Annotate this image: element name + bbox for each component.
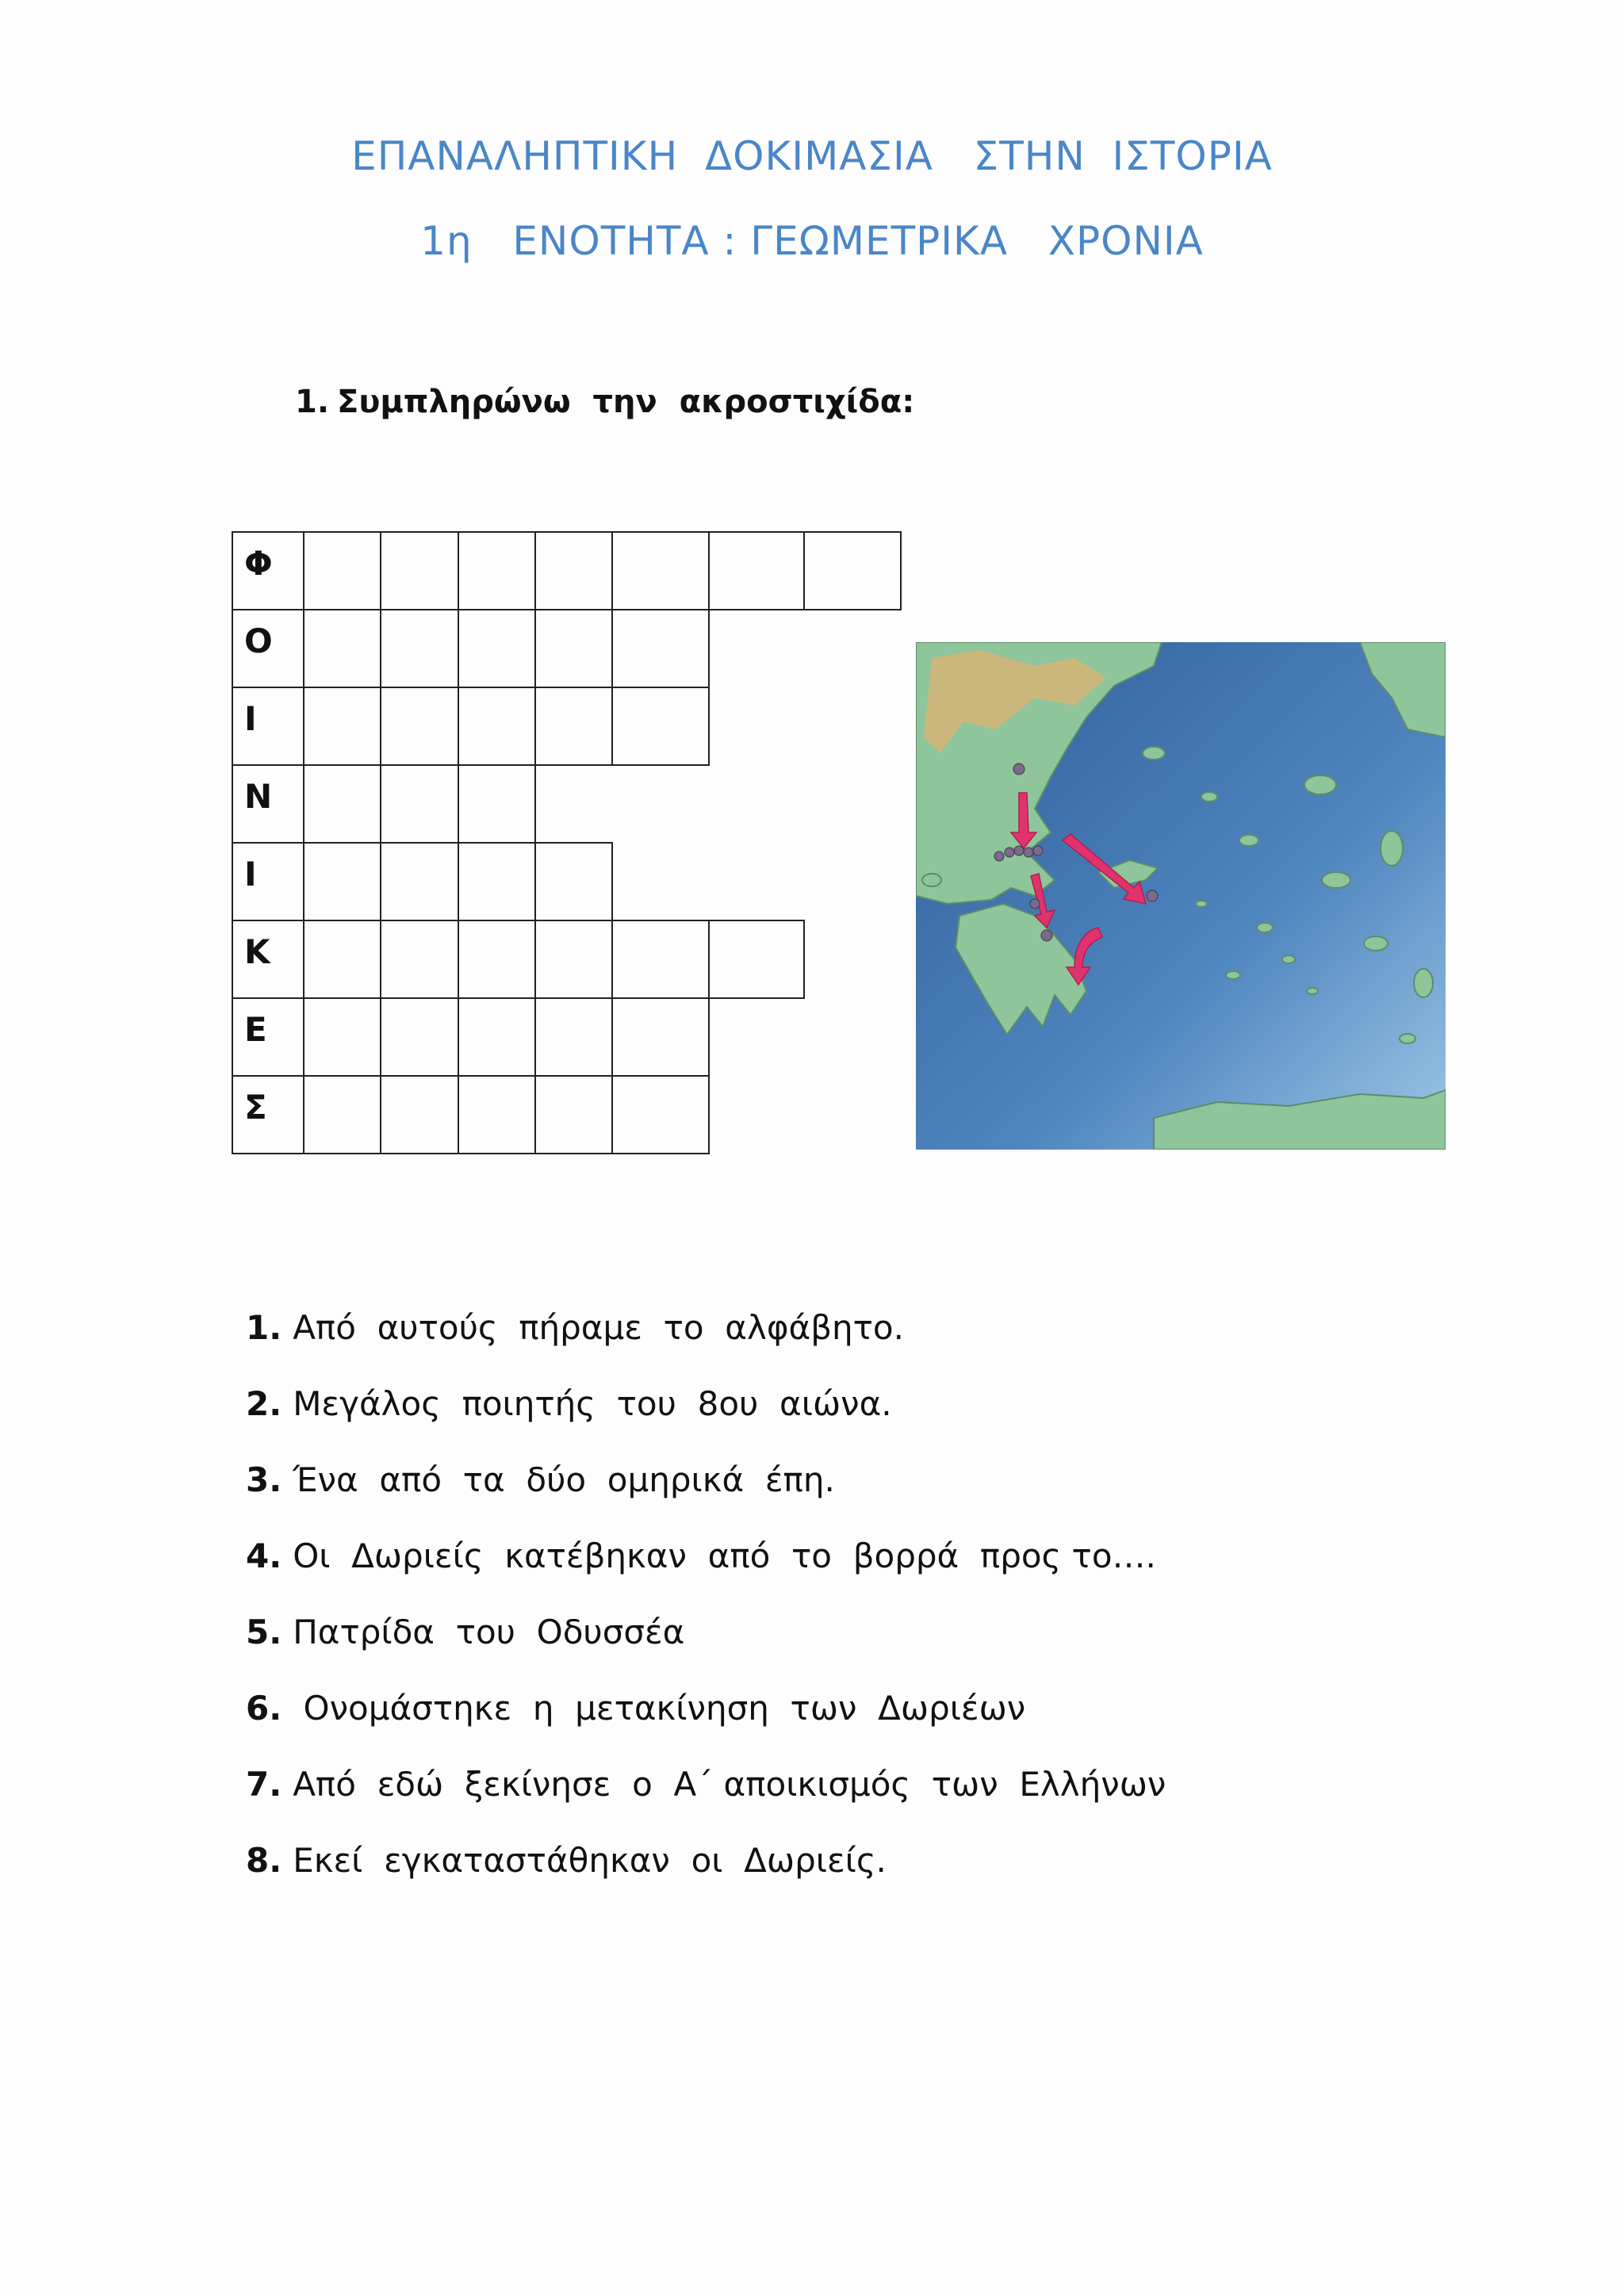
acrostic-blank-cell[interactable] xyxy=(303,997,381,1077)
acrostic-blank-cell[interactable] xyxy=(458,609,536,688)
acrostic-blank-cell[interactable] xyxy=(611,920,710,999)
acrostic-blank-cell[interactable] xyxy=(458,687,536,766)
task-label: Συμπληρώνω την ακροστιχίδα: xyxy=(337,384,915,420)
acrostic-blank-cell[interactable] xyxy=(458,842,536,921)
acrostic-letter: Ι xyxy=(244,855,257,894)
page-subtitle: 1η ΕΝΟΤΗΤΑ : ΓΕΩΜΕΤΡΙΚΑ ΧΡΟΝΙΑ xyxy=(420,218,1204,264)
acrostic-blank-cell[interactable] xyxy=(611,687,710,766)
acrostic-blank-cell[interactable] xyxy=(534,609,613,688)
acrostic-letter-cell xyxy=(232,687,304,766)
acrostic-blank-cell[interactable] xyxy=(611,609,710,688)
acrostic-blank-cell[interactable] xyxy=(380,531,459,610)
acrostic-blank-cell[interactable] xyxy=(708,531,805,610)
acrostic-blank-cell[interactable] xyxy=(303,920,381,999)
acrostic-letter: Σ xyxy=(244,1088,267,1127)
task-heading xyxy=(295,384,914,420)
acrostic-letter-cell xyxy=(232,1075,304,1154)
acrostic-letter: Ε xyxy=(244,1010,267,1049)
clue-item xyxy=(246,1841,887,1880)
acrostic-blank-cell[interactable] xyxy=(380,1075,459,1154)
clue-number: 5. xyxy=(246,1613,282,1651)
acrostic-blank-cell[interactable] xyxy=(458,1075,536,1154)
clue-text: Εκεί εγκαταστάθηκαν οι Δωριείς. xyxy=(293,1841,887,1880)
acrostic-blank-cell[interactable] xyxy=(458,997,536,1077)
acrostic-letter-cell xyxy=(232,842,304,921)
clue-text: Από αυτούς πήραμε το αλφάβητο. xyxy=(293,1308,904,1347)
acrostic-blank-cell[interactable] xyxy=(534,920,613,999)
acrostic-blank-cell[interactable] xyxy=(458,920,536,999)
page-title: ΕΠΑΝΑΛΗΠΤΙΚΗ ΔΟΚΙΜΑΣΙΑ ΣΤΗΝ ΙΣΤΟΡΙΑ xyxy=(351,133,1273,179)
acrostic-blank-cell[interactable] xyxy=(303,842,381,921)
clue-number: 7. xyxy=(246,1765,282,1804)
clue-text: Ονομάστηκε η μετακίνηση των Δωριέων xyxy=(293,1689,1026,1728)
acrostic-blank-cell[interactable] xyxy=(708,920,805,999)
acrostic-letter-cell xyxy=(232,997,304,1077)
acrostic-blank-cell[interactable] xyxy=(534,531,613,610)
acrostic-letter-cell xyxy=(232,531,304,610)
acrostic-letter: Ν xyxy=(244,777,273,816)
clue-item xyxy=(246,1765,1166,1804)
acrostic-blank-cell[interactable] xyxy=(803,531,902,610)
acrostic-blank-cell[interactable] xyxy=(303,1075,381,1154)
acrostic-blank-cell[interactable] xyxy=(534,687,613,766)
acrostic-blank-cell[interactable] xyxy=(303,687,381,766)
acrostic-blank-cell[interactable] xyxy=(303,531,381,610)
clue-item xyxy=(246,1384,892,1423)
clue-text: Πατρίδα του Οδυσσέα xyxy=(293,1613,685,1651)
acrostic-blank-cell[interactable] xyxy=(534,997,613,1077)
clue-number: 2. xyxy=(246,1384,282,1423)
clue-item xyxy=(246,1308,904,1347)
acrostic-blank-cell[interactable] xyxy=(303,609,381,688)
acrostic-blank-cell[interactable] xyxy=(380,920,459,999)
clue-number: 4. xyxy=(246,1536,282,1575)
acrostic-letter-cell xyxy=(232,609,304,688)
clue-item xyxy=(246,1689,1025,1728)
acrostic-blank-cell[interactable] xyxy=(611,531,710,610)
acrostic-blank-cell[interactable] xyxy=(534,1075,613,1154)
acrostic-blank-cell[interactable] xyxy=(611,1075,710,1154)
clue-text: Ένα από τα δύο ομηρικά έπη. xyxy=(293,1460,835,1499)
clue-text: Από εδώ ξεκίνησε ο Α΄ αποικισμός των Ελλήνων xyxy=(293,1765,1166,1804)
clue-number: 6. xyxy=(246,1689,282,1728)
acrostic-blank-cell[interactable] xyxy=(534,842,613,921)
acrostic-blank-cell[interactable] xyxy=(380,764,459,844)
acrostic-letter: Κ xyxy=(244,932,270,971)
acrostic-blank-cell[interactable] xyxy=(611,997,710,1077)
acrostic-blank-cell[interactable] xyxy=(380,997,459,1077)
clue-number: 8. xyxy=(246,1841,282,1880)
clue-text: Οι Δωριείς κατέβηκαν από το βορρά προς το…. xyxy=(293,1536,1156,1575)
task-number: 1. xyxy=(295,384,330,420)
clue-number: 3. xyxy=(246,1460,282,1499)
clue-item xyxy=(246,1536,1156,1575)
acrostic-letter: Ο xyxy=(244,622,273,660)
acrostic-blank-cell[interactable] xyxy=(380,609,459,688)
clue-item xyxy=(246,1460,835,1499)
acrostic-blank-cell[interactable] xyxy=(458,764,536,844)
acrostic-blank-cell[interactable] xyxy=(458,531,536,610)
acrostic-blank-cell[interactable] xyxy=(380,842,459,921)
acrostic-letter: Ι xyxy=(244,699,257,738)
clue-item xyxy=(246,1613,684,1651)
greece-map-image xyxy=(916,642,1446,1150)
acrostic-letter-cell xyxy=(232,920,304,999)
clue-text: Μεγάλος ποιητής του 8ου αιώνα. xyxy=(293,1384,892,1423)
clue-number: 1. xyxy=(246,1308,282,1347)
acrostic-letter: Φ xyxy=(244,544,273,583)
acrostic-blank-cell[interactable] xyxy=(380,687,459,766)
acrostic-letter-cell xyxy=(232,764,304,844)
acrostic-blank-cell[interactable] xyxy=(303,764,381,844)
